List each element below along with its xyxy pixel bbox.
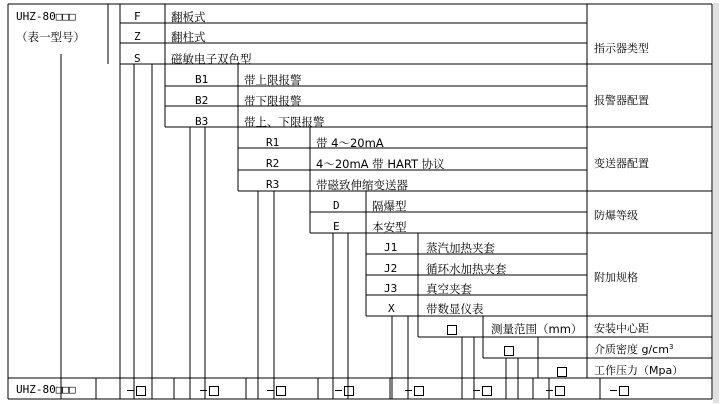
alarm-desc-b1: 带上限报警 bbox=[244, 73, 302, 87]
category-extras: 附加规格 bbox=[594, 271, 638, 284]
transmitter-desc-r3: 带磁致伸缩变送器 bbox=[316, 178, 408, 192]
category-indicator-type: 指示器类型 bbox=[594, 42, 649, 55]
footer-slot-3 bbox=[267, 384, 286, 398]
transmitter-code-r3: R3 bbox=[266, 178, 280, 191]
model-note: （表一型号） bbox=[16, 30, 85, 44]
footer-slot-1 bbox=[127, 384, 146, 398]
extra-desc-x: 带数显仪表 bbox=[426, 302, 484, 316]
alarm-code-b2: B2 bbox=[195, 94, 209, 107]
footer-slot-4 bbox=[335, 384, 354, 398]
explosion-desc-d: 隔爆型 bbox=[372, 199, 407, 213]
category-explosion-rating: 防爆等级 bbox=[594, 209, 638, 222]
extra-code-j1: J1 bbox=[384, 241, 398, 254]
transmitter-desc-r1: 带 4～20mA bbox=[316, 136, 384, 150]
transmitter-code-r1: R1 bbox=[266, 136, 280, 149]
indicator-code-z: Z bbox=[134, 30, 141, 43]
extra-desc-j1: 蒸汽加热夹套 bbox=[426, 241, 495, 255]
footer-slot-8 bbox=[610, 384, 629, 398]
range-slot-box bbox=[446, 323, 457, 337]
indicator-desc-f: 翻板式 bbox=[171, 10, 206, 24]
footer-slot-6 bbox=[473, 384, 492, 398]
extra-code-j2: J2 bbox=[384, 262, 398, 275]
indicator-code-f: F bbox=[134, 10, 141, 23]
density-slot-box bbox=[503, 344, 514, 358]
extra-desc-j2: 循环水加热夹套 bbox=[426, 262, 507, 276]
footer-slot-2 bbox=[200, 384, 219, 398]
footer-model: UHZ-80□□□ bbox=[16, 383, 76, 396]
explosion-desc-e: 本安型 bbox=[372, 220, 407, 234]
model-header: UHZ-80□□□ bbox=[16, 10, 76, 23]
category-alarm-config: 报警器配置 bbox=[594, 94, 649, 107]
category-transmitter-config: 变送器配置 bbox=[594, 157, 649, 170]
measure-range-label: 测量范围（mm） bbox=[491, 322, 583, 336]
transmitter-code-r2: R2 bbox=[266, 157, 280, 170]
install-center-distance-label: 安装中心距 bbox=[594, 322, 649, 335]
indicator-desc-z: 翻柱式 bbox=[171, 30, 206, 44]
pressure-slot-box bbox=[556, 365, 567, 379]
alarm-desc-b2: 带下限报警 bbox=[244, 94, 302, 108]
explosion-code-e: E bbox=[333, 220, 340, 233]
indicator-code-s: S bbox=[134, 52, 141, 65]
footer-slot-7 bbox=[546, 384, 565, 398]
extra-desc-j3: 真空夹套 bbox=[426, 282, 472, 296]
indicator-desc-s: 磁敏电子双色型 bbox=[171, 52, 252, 66]
footer-slot-5 bbox=[405, 384, 424, 398]
transmitter-desc-r2: 4～20mA 带 HART 协议 bbox=[316, 157, 445, 171]
extra-code-j3: J3 bbox=[384, 282, 398, 295]
extra-code-x: X bbox=[388, 302, 395, 315]
medium-density-label: 介质密度 $g/cm^3$ bbox=[594, 343, 674, 356]
alarm-desc-b3: 带上、下限报警 bbox=[244, 115, 325, 129]
right-shadow bbox=[713, 3, 719, 403]
explosion-code-d: D bbox=[333, 199, 340, 212]
working-pressure-label: 工作压力（Mpa） bbox=[594, 364, 684, 377]
alarm-code-b3: B3 bbox=[195, 115, 209, 128]
alarm-code-b1: B1 bbox=[195, 73, 209, 86]
